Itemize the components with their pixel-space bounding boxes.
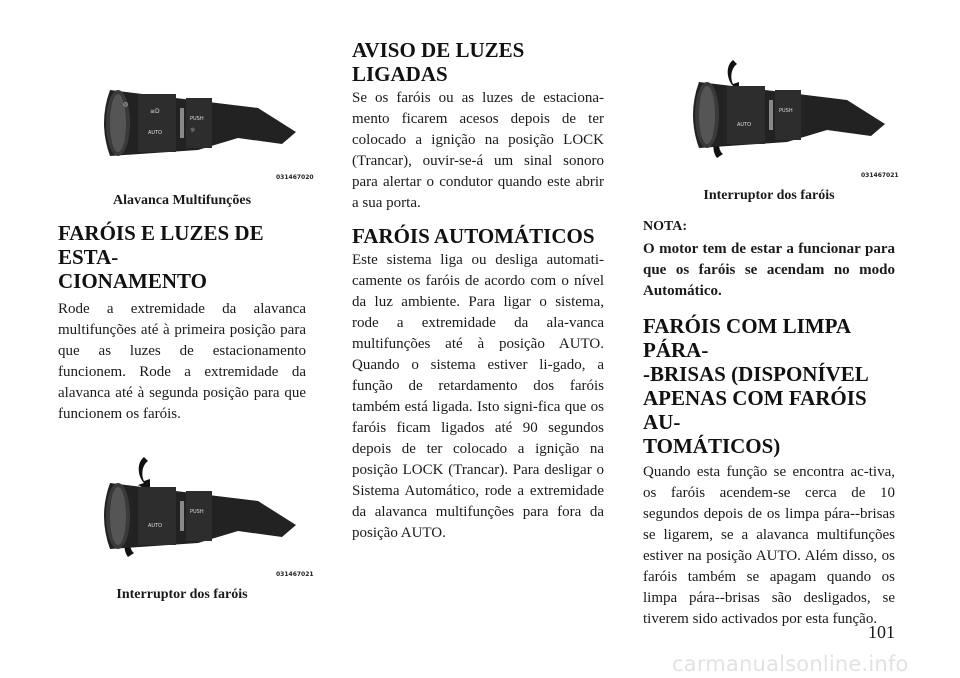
section-body-automatic-headlights: Este sistema liga ou desliga automati-camente os faróis de acordo com o nível da luz ambiente. Para ligar o sistema, rode a extremidade da ala-vanca multifunções até à posição AUTO. Quando o sistema estiver li-gado, a função de retardamento dos faróis também está ligada. Isto signi-fica que os faróis ficam ligados até 90 segundos depois de ter colocado a ignição na posição LOCK (Trancar). Para desligar o Sistema Automático, rode a extremidade da alavanca multifunções para fora da posição AUTO. [352, 252, 604, 541]
svg-text:AUTO: AUTO [148, 523, 163, 529]
headlight-switch-illustration [643, 52, 895, 182]
figure-caption: Interruptor dos faróis [703, 188, 835, 203]
svg-text:PUSH: PUSH [779, 108, 793, 114]
svg-text:☼: ☼ [190, 127, 196, 134]
figure-code: 031467021 [861, 172, 899, 179]
svg-text:AUTO: AUTO [737, 122, 752, 128]
note-text: O motor tem de estar a funcionar para que os faróis se acendam no modo Automático. [643, 241, 895, 299]
section-heading-lights-on-warning: AVISO DE LUZES LIGADAS [352, 38, 525, 86]
right-column [643, 52, 899, 630]
headlight-switch-illustration [58, 449, 306, 579]
section-heading-headlights-parking: FARÓIS E LUZES DE ESTA- CIONAMENTO [58, 221, 264, 293]
multifunction-lever-figure [58, 68, 314, 183]
figure-caption: Alavanca Multifunções [112, 193, 252, 208]
middle-column [352, 38, 604, 544]
headlight-switch-figure-left [58, 449, 314, 579]
section-body-headlights-with-wipers: Quando esta função se encontra ac-tiva, os faróis acendem-se cerca de 10 segundos depois de os limpa pára--brisas se ligarem, se a alavanca multifunções estiver na posição AUTO. Além disso, os faróis também se apagam quando os limpa pára--brisas são desligados, se tiverem sido activados por esta função. [643, 464, 895, 627]
svg-text:≡D: ≡D [150, 108, 160, 115]
figure-caption: Interruptor dos faróis [116, 587, 248, 602]
headlight-switch-figure-right [643, 52, 899, 182]
note-label: NOTA: [643, 219, 688, 234]
watermark: carmanualsonline.info [672, 652, 909, 676]
svg-text:PUSH: PUSH [190, 509, 204, 515]
multifunction-lever-illustration [58, 68, 306, 183]
svg-text:◎: ◎ [123, 101, 129, 108]
section-body-lights-on-warning: Se os faróis ou as luzes de estaciona-mento ficarem acesos depois de ter colocado a ignição na posição LOCK (Trancar), ouvir-se-á um sinal sonoro para alertar o condutor quando este abrir a sua porta. [352, 90, 604, 211]
figure-code: 031467021 [276, 571, 314, 578]
left-column [58, 68, 314, 603]
svg-text:PUSH: PUSH [190, 116, 204, 122]
section-heading-headlights-with-wipers: FARÓIS COM LIMPA PÁRA- -BRISAS (DISPONÍVEL APENAS COM FARÓIS AU- TOMÁTICOS) [643, 314, 869, 458]
figure-code: 031467020 [276, 174, 314, 181]
section-body-headlights-parking: Rode a extremidade da alavanca multifunções até à primeira posição para que as luzes de estacionamento funcionem. Rode a extremidade da alavanca até à segunda posição para que funcionem os faróis. [58, 301, 306, 422]
section-heading-automatic-headlights: FARÓIS AUTOMÁTICOS [352, 224, 595, 248]
page-number: 101 [868, 622, 895, 642]
svg-text:AUTO: AUTO [148, 130, 163, 136]
